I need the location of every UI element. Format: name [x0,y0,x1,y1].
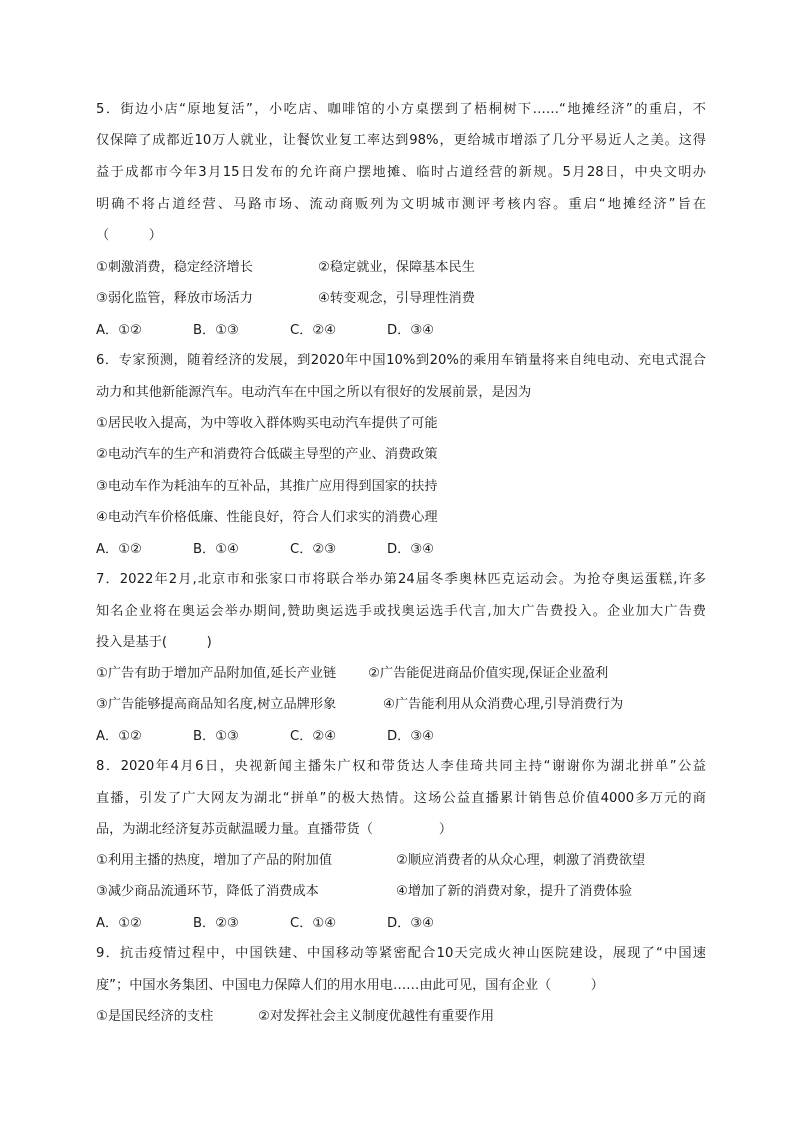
question-8-choice-b: B．②③ [193,916,239,931]
question-5-choice-a: A．①② [96,323,142,338]
question-6-item-1: ①居民收入提高，为中等收入群体购买电动汽车提供了可能 [96,416,438,431]
question-5-choice-b: B．①③ [193,323,239,338]
question-5-item-4: ④转变观念，引导理性消费 [318,291,475,306]
question-6-stem-line-1: 6．专家预测，随着经济的发展，到2020年中国10%到20%的乘用车销量将来自纯电动、充电式混合 [96,353,706,368]
question-8-choice-a: A．①② [96,916,142,931]
question-5-answer-blank: （ ） [96,228,162,243]
question-5-choice-c: C．②④ [290,323,337,338]
question-5-choice-d: D．③④ [387,323,434,338]
question-7-stem-line-1: 7．2022年2月,北京市和张家口市将联合举办第24届冬季奥林匹克运动会。为抢夺奥运蛋糕,许多 [96,572,706,587]
question-8-item-4: ④增加了新的消费对象，提升了消费体验 [396,884,633,899]
question-6-choice-c: C．②③ [290,542,337,557]
question-7-choice-d: D．③④ [387,729,434,744]
question-7-choice-b: B．①③ [193,729,239,744]
question-8-stem-line-1: 8．2020年4月6日，央视新闻主播朱广权和带货达人李佳琦共同主持“谢谢你为湖北拼单”公益 [96,759,706,774]
question-8-stem-line-2: 直播，引发了广大网友为湖北“拼单”的极大热情。这场公益直播累计销售总价值4000多万元的商 [96,791,706,806]
question-9-stem-line-2: 度”；中国水务集团、中国电力保障人们的用水用电……由此可见，国有企业（ ） [96,978,604,993]
question-7-item-2: ②广告能促进商品价值实现,保证企业盈利 [368,666,609,681]
question-6-item-2: ②电动汽车的生产和消费符合低碳主导型的产业、消费政策 [96,447,438,462]
question-8-item-1: ①利用主播的热度，增加了产品的附加值 [96,853,333,868]
question-5-stem-line-2: 仅保障了成都近10万人就业，让餐饮业复工率达到98%，更给城市增添了几分平易近人之美。这得 [96,133,706,148]
question-7-item-4: ④广告能利用从众消费心理,引导消费行为 [383,697,624,712]
question-7-stem-line-2: 知名企业将在奥运会举办期间,赞助奥运选手或找奥运选手代言,加大广告费投入。企业加大广告费 [96,604,706,619]
question-9-stem-line-1: 9．抗击疫情过程中，中国铁建、中国移动等紧密配合10天完成火神山医院建设，展现了“中国速 [96,946,706,961]
question-7-item-3: ③广告能够提高商品知名度,树立品牌形象 [96,697,337,712]
question-8-choice-d: D．③④ [387,916,434,931]
question-6-choice-d: D．③④ [387,542,434,557]
question-5-stem-line-1: 5．街边小店“原地复活”，小吃店、咖啡馆的小方桌摆到了梧桐树下……“地摊经济”的重启，不 [96,102,706,117]
question-9-item-1: ①是国民经济的支柱 [96,1009,214,1024]
question-5-item-2: ②稳定就业，保障基本民生 [318,260,475,275]
question-5-stem-line-3: 益于成都市今年3月15日发布的允许商户摆地摊、临时占道经营的新规。5月28日，中央文明办 [96,165,706,180]
question-5-item-1: ①刺激消费，稳定经济增长 [96,260,253,275]
question-8-item-3: ③减少商品流通环节，降低了消费成本 [96,884,319,899]
question-8-stem-line-3: 品，为湖北经济复苏贡献温暖力量。直播带货（ ） [96,822,453,837]
question-6-choice-b: B．①④ [193,542,239,557]
question-8-item-2: ②顺应消费者的从众心理，刺激了消费欲望 [396,853,646,868]
question-7-choice-a: A．①② [96,729,142,744]
question-9-item-2: ②对发挥社会主义制度优越性有重要作用 [258,1009,495,1024]
question-6-stem-line-2: 动力和其他新能源汽车。电动汽车在中国之所以有很好的发展前景，是因为 [96,385,532,400]
question-5-item-3: ③弱化监管，释放市场活力 [96,291,253,306]
question-8-choice-c: C．①④ [290,916,337,931]
question-7-stem-line-3: 投入是基于( ) [96,635,212,650]
question-6-item-3: ③电动车作为耗油车的互补品，其推广应用得到国家的扶持 [96,479,438,494]
question-7-item-1: ①广告有助于增加产品附加值,延长产业链 [96,666,337,681]
question-6-item-4: ④电动汽车价格低廉、性能良好，符合人们求实的消费心理 [96,510,438,525]
question-5-stem-line-4: 明确不将占道经营、马路市场、流动商贩列为文明城市测评考核内容。重启“地摊经济”旨在 [96,197,706,212]
question-6-choice-a: A．①② [96,542,142,557]
question-7-choice-c: C．②④ [290,729,337,744]
